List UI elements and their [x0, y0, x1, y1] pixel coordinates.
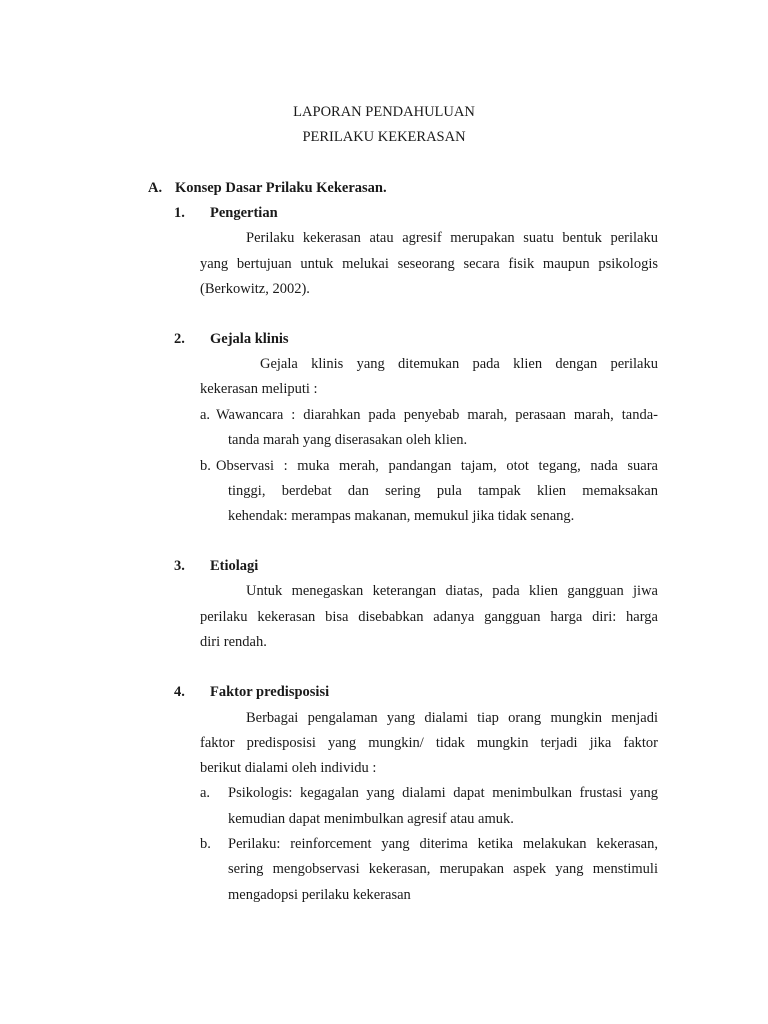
item-1-line: Perilaku kekerasan atau agresif merupakan suatu bentuk perilaku: [246, 230, 658, 246]
item-2-line: kekerasan meliputi :: [200, 381, 318, 397]
item-2-sub-b-marker: b.: [200, 458, 211, 474]
item-2-sub-b-line: tinggi, berdebat dan sering pula tampak klien memaksakan: [228, 483, 658, 499]
item-2-sub-b-line: Observasi : muka merah, pandangan tajam, otot tegang, nada suara: [216, 458, 658, 474]
item-4-line: Berbagai pengalaman yang dialami tiap orang mungkin menjadi: [246, 710, 658, 726]
item-4-sub-b-line: sering mengobservasi kekerasan, merupakan aspek yang menstimuli: [228, 861, 658, 877]
item-2-sub-b-line: kehendak: merampas makanan, memukul jika tidak senang.: [228, 508, 575, 524]
item-3-heading: Etiolagi: [210, 558, 259, 574]
item-2-number: 2.: [174, 331, 185, 347]
item-4-sub-b-line: Perilaku: reinforcement yang diterima ketika melakukan kekerasan,: [228, 836, 658, 852]
item-3-number: 3.: [174, 558, 185, 574]
item-4-sub-b-line: mengadopsi perilaku kekerasan: [228, 887, 411, 903]
item-4-sub-b-marker: b.: [200, 836, 211, 852]
title-line-2: PERILAKU KEKERASAN: [302, 129, 466, 145]
item-3-line: perilaku kekerasan bisa disebabkan adanya gangguan harga diri: harga: [200, 609, 658, 625]
item-4-sub-a-line: Psikologis: kegagalan yang dialami dapat menimbulkan frustasi yang: [228, 785, 658, 801]
item-2-heading: Gejala klinis: [210, 331, 289, 347]
section-a-heading: Konsep Dasar Prilaku Kekerasan.: [175, 180, 387, 196]
item-4-number: 4.: [174, 684, 185, 700]
item-2-sub-a-line: tanda marah yang diserasakan oleh klien.: [228, 432, 468, 448]
item-1-heading: Pengertian: [210, 205, 278, 221]
item-4-sub-a-line: kemudian dapat menimbulkan agresif atau amuk.: [228, 811, 514, 827]
item-1-line: (Berkowitz, 2002).: [200, 281, 310, 297]
section-a-marker: A.: [148, 180, 163, 196]
item-1-line: yang bertujuan untuk melukai seseorang secara fisik maupun psikologis: [200, 256, 658, 272]
item-2-line: Gejala klinis yang ditemukan pada klien dengan perilaku: [260, 356, 658, 372]
item-4-heading: Faktor predisposisi: [210, 684, 330, 700]
item-3-line: Untuk menegaskan keterangan diatas, pada klien gangguan jiwa: [246, 583, 658, 599]
item-2-sub-a-line: Wawancara : diarahkan pada penyebab marah, perasaan marah, tanda-: [216, 407, 658, 423]
item-1-number: 1.: [174, 205, 185, 221]
item-3-line: diri rendah.: [200, 634, 267, 650]
item-4-sub-a-marker: a.: [200, 785, 211, 801]
title-line-1: LAPORAN PENDAHULUAN: [293, 104, 475, 120]
item-2-sub-a-marker: a.: [200, 407, 211, 423]
item-4-line: faktor predisposisi yang mungkin/ tidak mungkin terjadi jika faktor: [200, 735, 658, 751]
item-4-line: berikut dialami oleh individu :: [200, 760, 377, 776]
